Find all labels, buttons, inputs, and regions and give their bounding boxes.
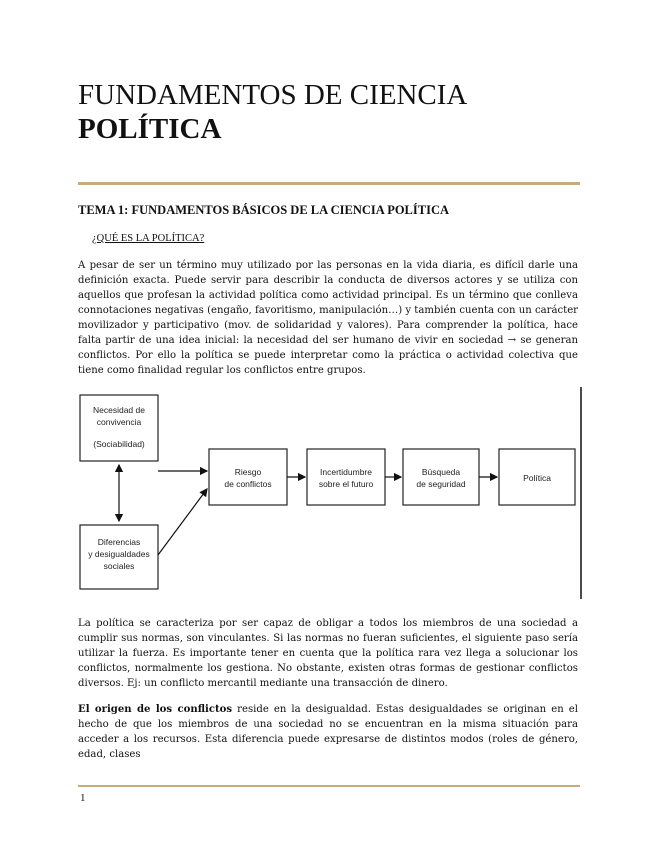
politics-flow-diagram: [78, 385, 583, 603]
box-incertidumbre-line-1: Incertidumbre: [320, 467, 372, 477]
box-busqueda: [403, 449, 479, 505]
title-line-2: POLÍTICA: [78, 113, 222, 145]
subheading: ¿QUÉ ES LA POLÍTICA?: [92, 233, 205, 244]
box-necesidad-line-2: convivencia: [96, 417, 142, 427]
top-divider: [78, 182, 580, 185]
box-riesgo: [209, 449, 287, 505]
box-necesidad-line-3: (Sociabilidad): [93, 439, 145, 449]
box-diferencias-line-2: y desigualdades: [88, 549, 150, 559]
paragraph-1: A pesar de ser un término muy utilizado por las personas en la vida diaria, es difícil darle una definición exacta. Puede servir para describir la conducta de diversos actores y se utiliza con aquellos que profesan la actividad política como actividad principal. Es un término que conlleva connotaciones negativas (engaño, favoritismo, manipulación…) y también cuenta con un carácter movilizador y participativo (mov. de solidaridad y valores). Para comprender la política, hace falta partir de una idea inicial: la necesidad del ser humano de vivir en sociedad → se generan conflictos. Por ello la política se puede interpretar como la práctica o actividad colectiva que tiene como finalidad regular los conflictos entre grupos.: [78, 260, 578, 376]
bottom-divider: [78, 785, 580, 787]
box-politica-label: Política: [523, 473, 551, 483]
paragraph-3: [78, 702, 578, 762]
paragraph-3-text: reside en la desigualdad. Estas desigualdades se originan en el hecho de que los miembros de una sociedad no se encuentran en la misma situación para acceder a los recursos. Esta diferencia puede expresarse de distintos modos (roles de género, edad, clases: [78, 704, 578, 760]
box-riesgo-line-2: de conflictos: [224, 479, 272, 489]
page-number: 1: [80, 792, 86, 804]
paragraph-3-bold: El origen de los conflictos: [78, 704, 233, 715]
box-riesgo-line-1: Riesgo: [234, 467, 262, 477]
section-heading: TEMA 1: FUNDAMENTOS BÁSICOS DE LA CIENCIA POLÍTICA: [78, 203, 450, 217]
paragraph-2: La política se caracteriza por ser capaz de obligar a todos los miembros de una sociedad a cumplir sus normas, son vinculantes. Si las normas no fueran suficientes, el siguiente paso sería utilizar la fuerza. Es importante tener en cuenta que la política rara vez llega a solucionar los conflictos, normalmente los gestiona. No obstante, existen otras formas de gestionar conflictos diversos. Ej: un conflicto mercantil mediante una transacción de dinero.: [78, 618, 578, 689]
document-title: [78, 78, 598, 146]
box-incertidumbre: [307, 449, 385, 505]
box-diferencias-line-3: sociales: [103, 561, 135, 571]
title-line-1: FUNDAMENTOS DE CIENCIA: [78, 79, 468, 111]
box-incertidumbre-line-2: sobre el futuro: [318, 479, 374, 489]
box-busqueda-line-1: Búsqueda: [421, 467, 461, 477]
box-necesidad-line-1: Necesidad de: [93, 405, 145, 415]
box-diferencias-line-1: Diferencias: [97, 537, 141, 547]
box-busqueda-line-2: de seguridad: [416, 479, 466, 489]
